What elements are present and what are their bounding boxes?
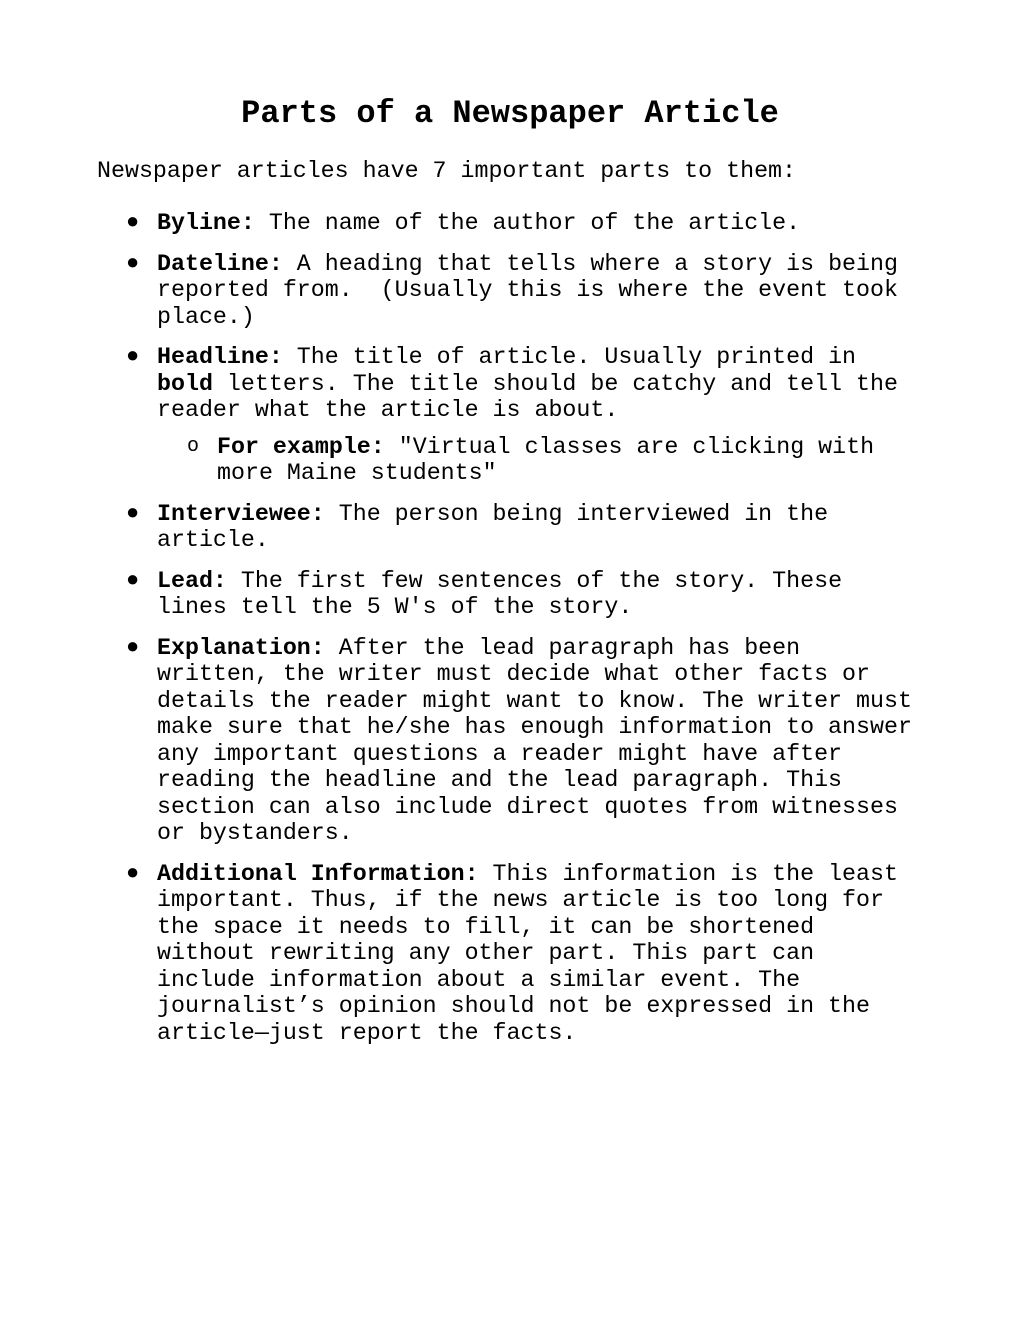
intro-paragraph: Newspaper articles have 7 important parts to them: <box>97 158 797 184</box>
sublist-item-example <box>187 433 927 487</box>
item-line: written, the writer must decide what other facts or <box>157 661 871 687</box>
item-line: Headline: The title of article. Usually printed in <box>157 344 857 370</box>
list-item-additional-information <box>126 860 927 1047</box>
item-line: section can also include direct quotes from witnesses <box>157 793 898 820</box>
item-line: any important questions a reader might have after <box>157 740 843 767</box>
item-line: make sure that he/she has enough information to answer <box>157 714 912 740</box>
item-line: important. Thus, if the news article is too long for <box>157 887 884 913</box>
item-line: For example: "Virtual classes are clicking with <box>217 433 875 460</box>
item-line: details the reader might want to know. The writer must <box>157 687 912 714</box>
item-term: Lead: <box>157 567 227 594</box>
item-line: or bystanders. <box>157 820 353 846</box>
parts-list <box>126 210 927 1060</box>
item-line: journalist’s opinion should not be expressed in the <box>157 993 871 1019</box>
item-line: bold letters. The title should be catchy and tell the <box>157 370 898 397</box>
item-line: Lead: The first few sentences of the story. These <box>157 567 843 594</box>
item-line: Explanation: After the lead paragraph has been <box>157 634 801 661</box>
item-term: Explanation: <box>157 634 325 661</box>
list-item-explanation <box>126 634 927 847</box>
bold-word: bold <box>157 370 213 397</box>
bullet-icon: ● <box>126 567 140 593</box>
item-line: lines tell the 5 W's of the story. <box>157 594 633 620</box>
item-term: Headline: <box>157 344 283 370</box>
bullet-icon: ● <box>126 500 140 526</box>
list-item-interviewee <box>126 500 927 554</box>
item-line: article. <box>157 527 269 553</box>
bullet-icon: ● <box>126 250 140 276</box>
page-title: Parts of a Newspaper Article <box>241 95 779 132</box>
bullet-icon: ● <box>126 634 140 660</box>
item-line: the space it needs to fill, it can be shortened <box>157 913 815 940</box>
list-item-lead <box>126 567 927 621</box>
item-term: Byline: <box>157 210 255 236</box>
item-line: include information about a similar event. The <box>157 966 801 993</box>
bullet-icon: ● <box>126 860 140 886</box>
item-line: reader what the article is about. <box>157 397 619 423</box>
headline-sublist <box>187 433 927 487</box>
item-line: Additional Information: This information is the least <box>157 860 898 887</box>
item-term: Additional Information: <box>157 860 479 887</box>
item-line: Interviewee: The person being interviewed in the <box>157 500 829 527</box>
item-term: Dateline: <box>157 250 283 277</box>
item-line: reported from. (Usually this is where the event took <box>157 277 898 303</box>
item-line: reading the headline and the lead paragraph. This <box>157 767 843 793</box>
bullet-icon: ● <box>126 210 140 235</box>
list-item-byline <box>126 210 927 237</box>
item-line: Dateline: A heading that tells where a story is being <box>157 250 898 277</box>
item-term: For example: <box>217 433 385 460</box>
bullet-icon: ● <box>126 344 140 369</box>
item-term: Interviewee: <box>157 500 325 527</box>
item-line: place.) <box>157 303 255 330</box>
item-line: more Maine students" <box>217 460 497 486</box>
item-line: without rewriting any other part. This part can <box>157 940 815 966</box>
list-item-headline <box>126 344 927 487</box>
list-item-dateline <box>126 250 927 331</box>
item-line: article—just report the facts. <box>157 1019 577 1046</box>
item-line: Byline: The name of the author of the article. <box>157 210 801 236</box>
circle-bullet-icon: o <box>187 434 200 458</box>
